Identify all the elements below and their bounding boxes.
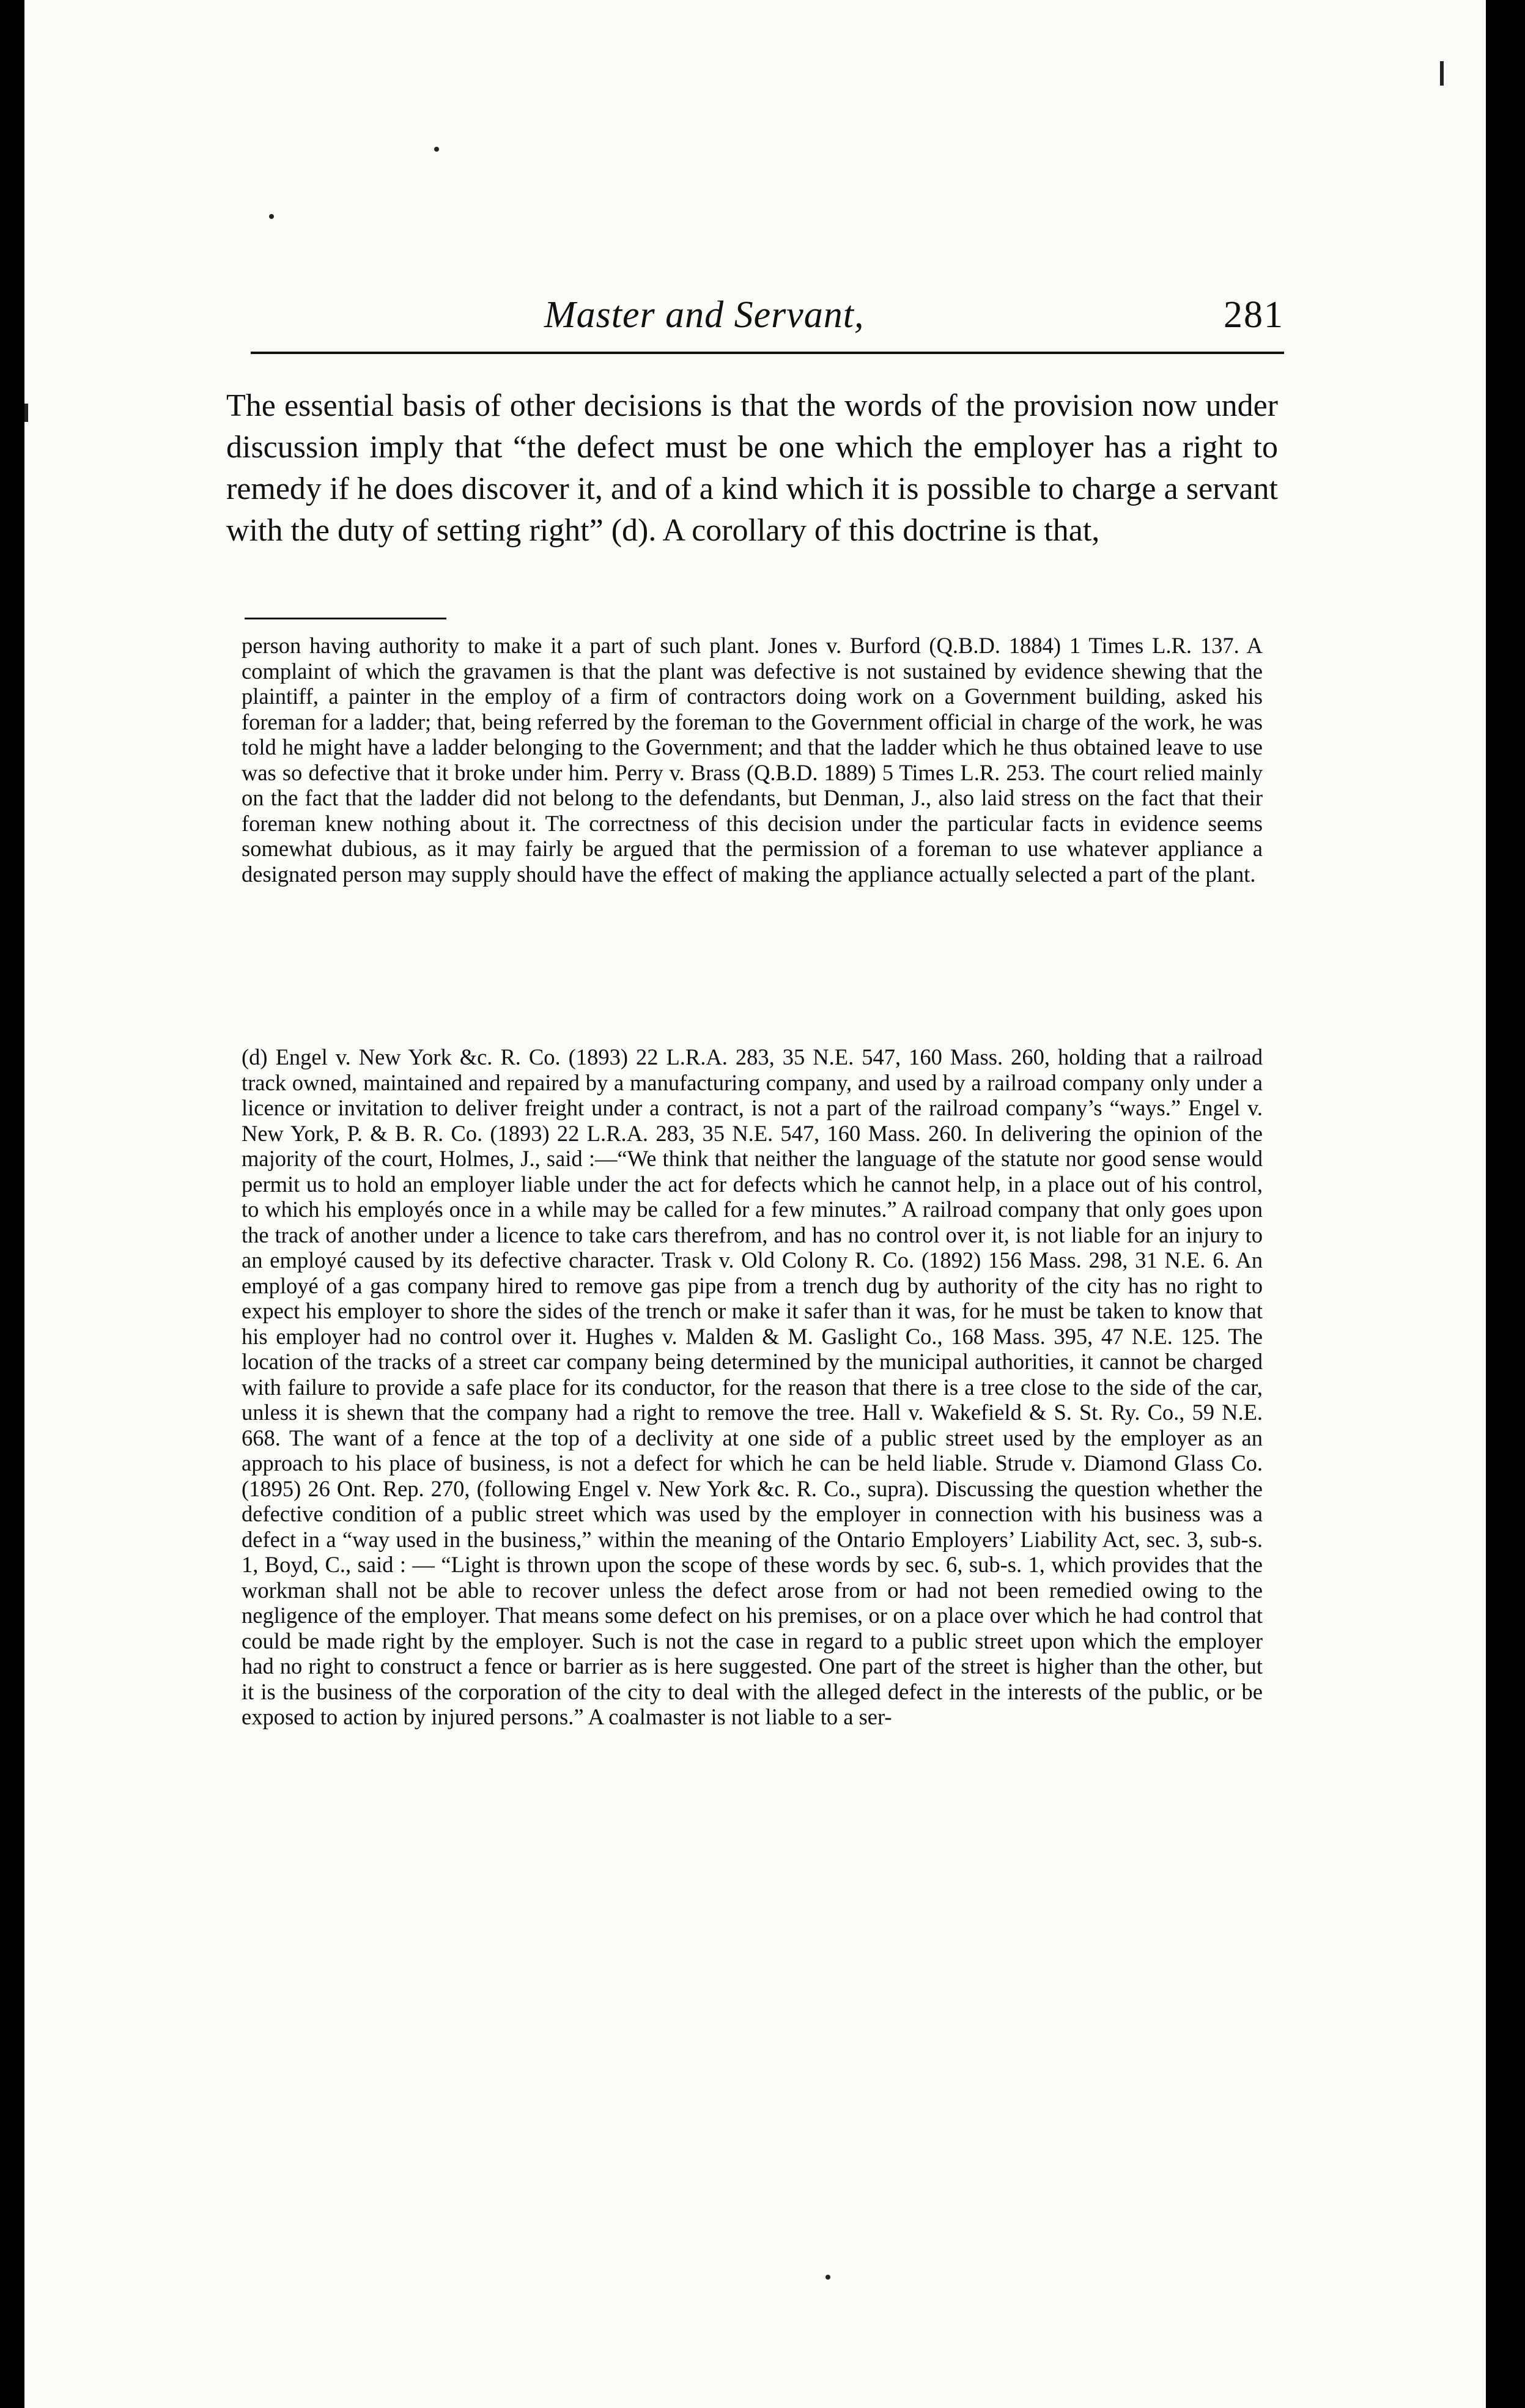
book-page <box>24 0 1486 2408</box>
speck-mark <box>269 214 274 219</box>
main-paragraph: The essential basis of other decisions is that the words of the provision now under discussion imply that “the defect must be one which the employer has a right to remedy if he does discover it, and of a kind which it is possible to charge a servant with the duty of setting right” (d). A corollary of this doctrine is that, <box>226 388 1278 548</box>
header-rule <box>251 352 1284 354</box>
footnote-d <box>242 1044 1263 1730</box>
footnote-separator <box>245 618 446 619</box>
page-number: 281 <box>1224 294 1284 336</box>
running-title: Master and Servant, <box>544 294 865 336</box>
margin-mark <box>24 404 28 422</box>
footnote-continued <box>242 633 1263 887</box>
speck-mark <box>434 147 439 152</box>
margin-mark <box>1440 61 1444 86</box>
page-header <box>251 294 1284 361</box>
footnote-d-text: (d) Engel v. New York &c. R. Co. (1893) 22 L.R.A. 283, 35 N.E. 547, 160 Mass. 260, holding that a railroad track owned, maintained and repaired by a manufacturing company, and used by a railroad company only under a licence or invitation to deliver freight under a contract, is not a part of the railroad company’s “ways.” Engel v. New York, P. & B. R. Co. (1893) 22 L.R.A. 283, 35 N.E. 547, 160 Mass. 260. In delivering the opinion of the majority of the court, Holmes, J., said :—“We think that neither the language of the statute nor good sense would permit us to hold an employer liable under the act for defects which he cannot help, in a place out of his control, to which his employés once in a while may be called for a few minutes.” A railroad company that only goes upon the track of another under a licence to take cars therefrom, and has no control over it, is not liable for an injury to an employé caused by its defective character. Trask v. Old Colony R. Co. (1892) 156 Mass. 298, 31 N.E. 6. An employé of a gas company hired to remove gas pipe from a trench dug by authority of the city has no right to expect his employer to shore the sides of the trench or make it safer than it was, for he must be taken to know that his employer had no control over it. Hughes v. Malden & M. Gaslight Co., 168 Mass. 395, 47 N.E. 125. The location of the tracks of a street car company being determined by the municipal authorities, it cannot be charged with failure to provide a safe place for its conductor, for the reason that there is a tree close to the side of the car, unless it is shewn that the company had a right to remove the tree. Hall v. Wakefield & S. St. Ry. Co., 59 N.E. 668. The want of a fence at the top of a declivity at one side of a public street used by the employer as an approach to his place of business, is not a defect for which he can be held liable. Strude v. Diamond Glass Co. (1895) 26 Ont. Rep. 270, (following Engel v. New York &c. R. Co., supra). Discussing the question whether the defective condition of a public street which was used by the employer in connection with his business was a defect in a “way used in the business,” within the meaning of the Ontario Employers’ Liability Act, sec. 3, sub-s. 1, Boyd, C., said : — “Light is thrown upon the scope of these words by sec. 6, sub-s. 1, which provides that the workman shall not be able to recover unless the defect arose from or had not been remedied owing to the negligence of the employer. That means some defect on his premises, or on a place over which he had control that could be made right by the employer. Such is not the case in regard to a public street upon which the employer had no right to construct a fence or barrier as is here suggested. One part of the street is higher than the other, but it is the business of the corporation of the city to deal with the alleged defect in the interests of the public, or be exposed to action by injured persons.” A coalmaster is not liable to a ser- <box>242 1044 1263 1729</box>
speck-mark <box>825 2275 830 2280</box>
footnote-continued-text: person having authority to make it a part of such plant. Jones v. Burford (Q.B.D. 1884) 1 Times L.R. 137. A complaint of which the gravamen is that the plant was defective is not sustained by evidence shewing that the plaintiff, a painter in the employ of a firm of contractors doing work on a Government building, asked his foreman for a ladder; that, being referred by the foreman to the Government official in charge of the work, he was told he might have a ladder belonging to the Government; and that the ladder which he thus obtained leave to use was so defective that it broke under him. Perry v. Brass (Q.B.D. 1889) 5 Times L.R. 253. The court relied mainly on the fact that the ladder did not belong to the defendants, but Denman, J., also laid stress on the fact that their foreman knew nothing about it. The correctness of this decision under the particular facts in evidence seems somewhat dubious, as it may fairly be argued that the permission of a foreman to use whatever appliance a designated person may supply should have the effect of making the appliance actually selected a part of the plant. <box>242 633 1263 887</box>
